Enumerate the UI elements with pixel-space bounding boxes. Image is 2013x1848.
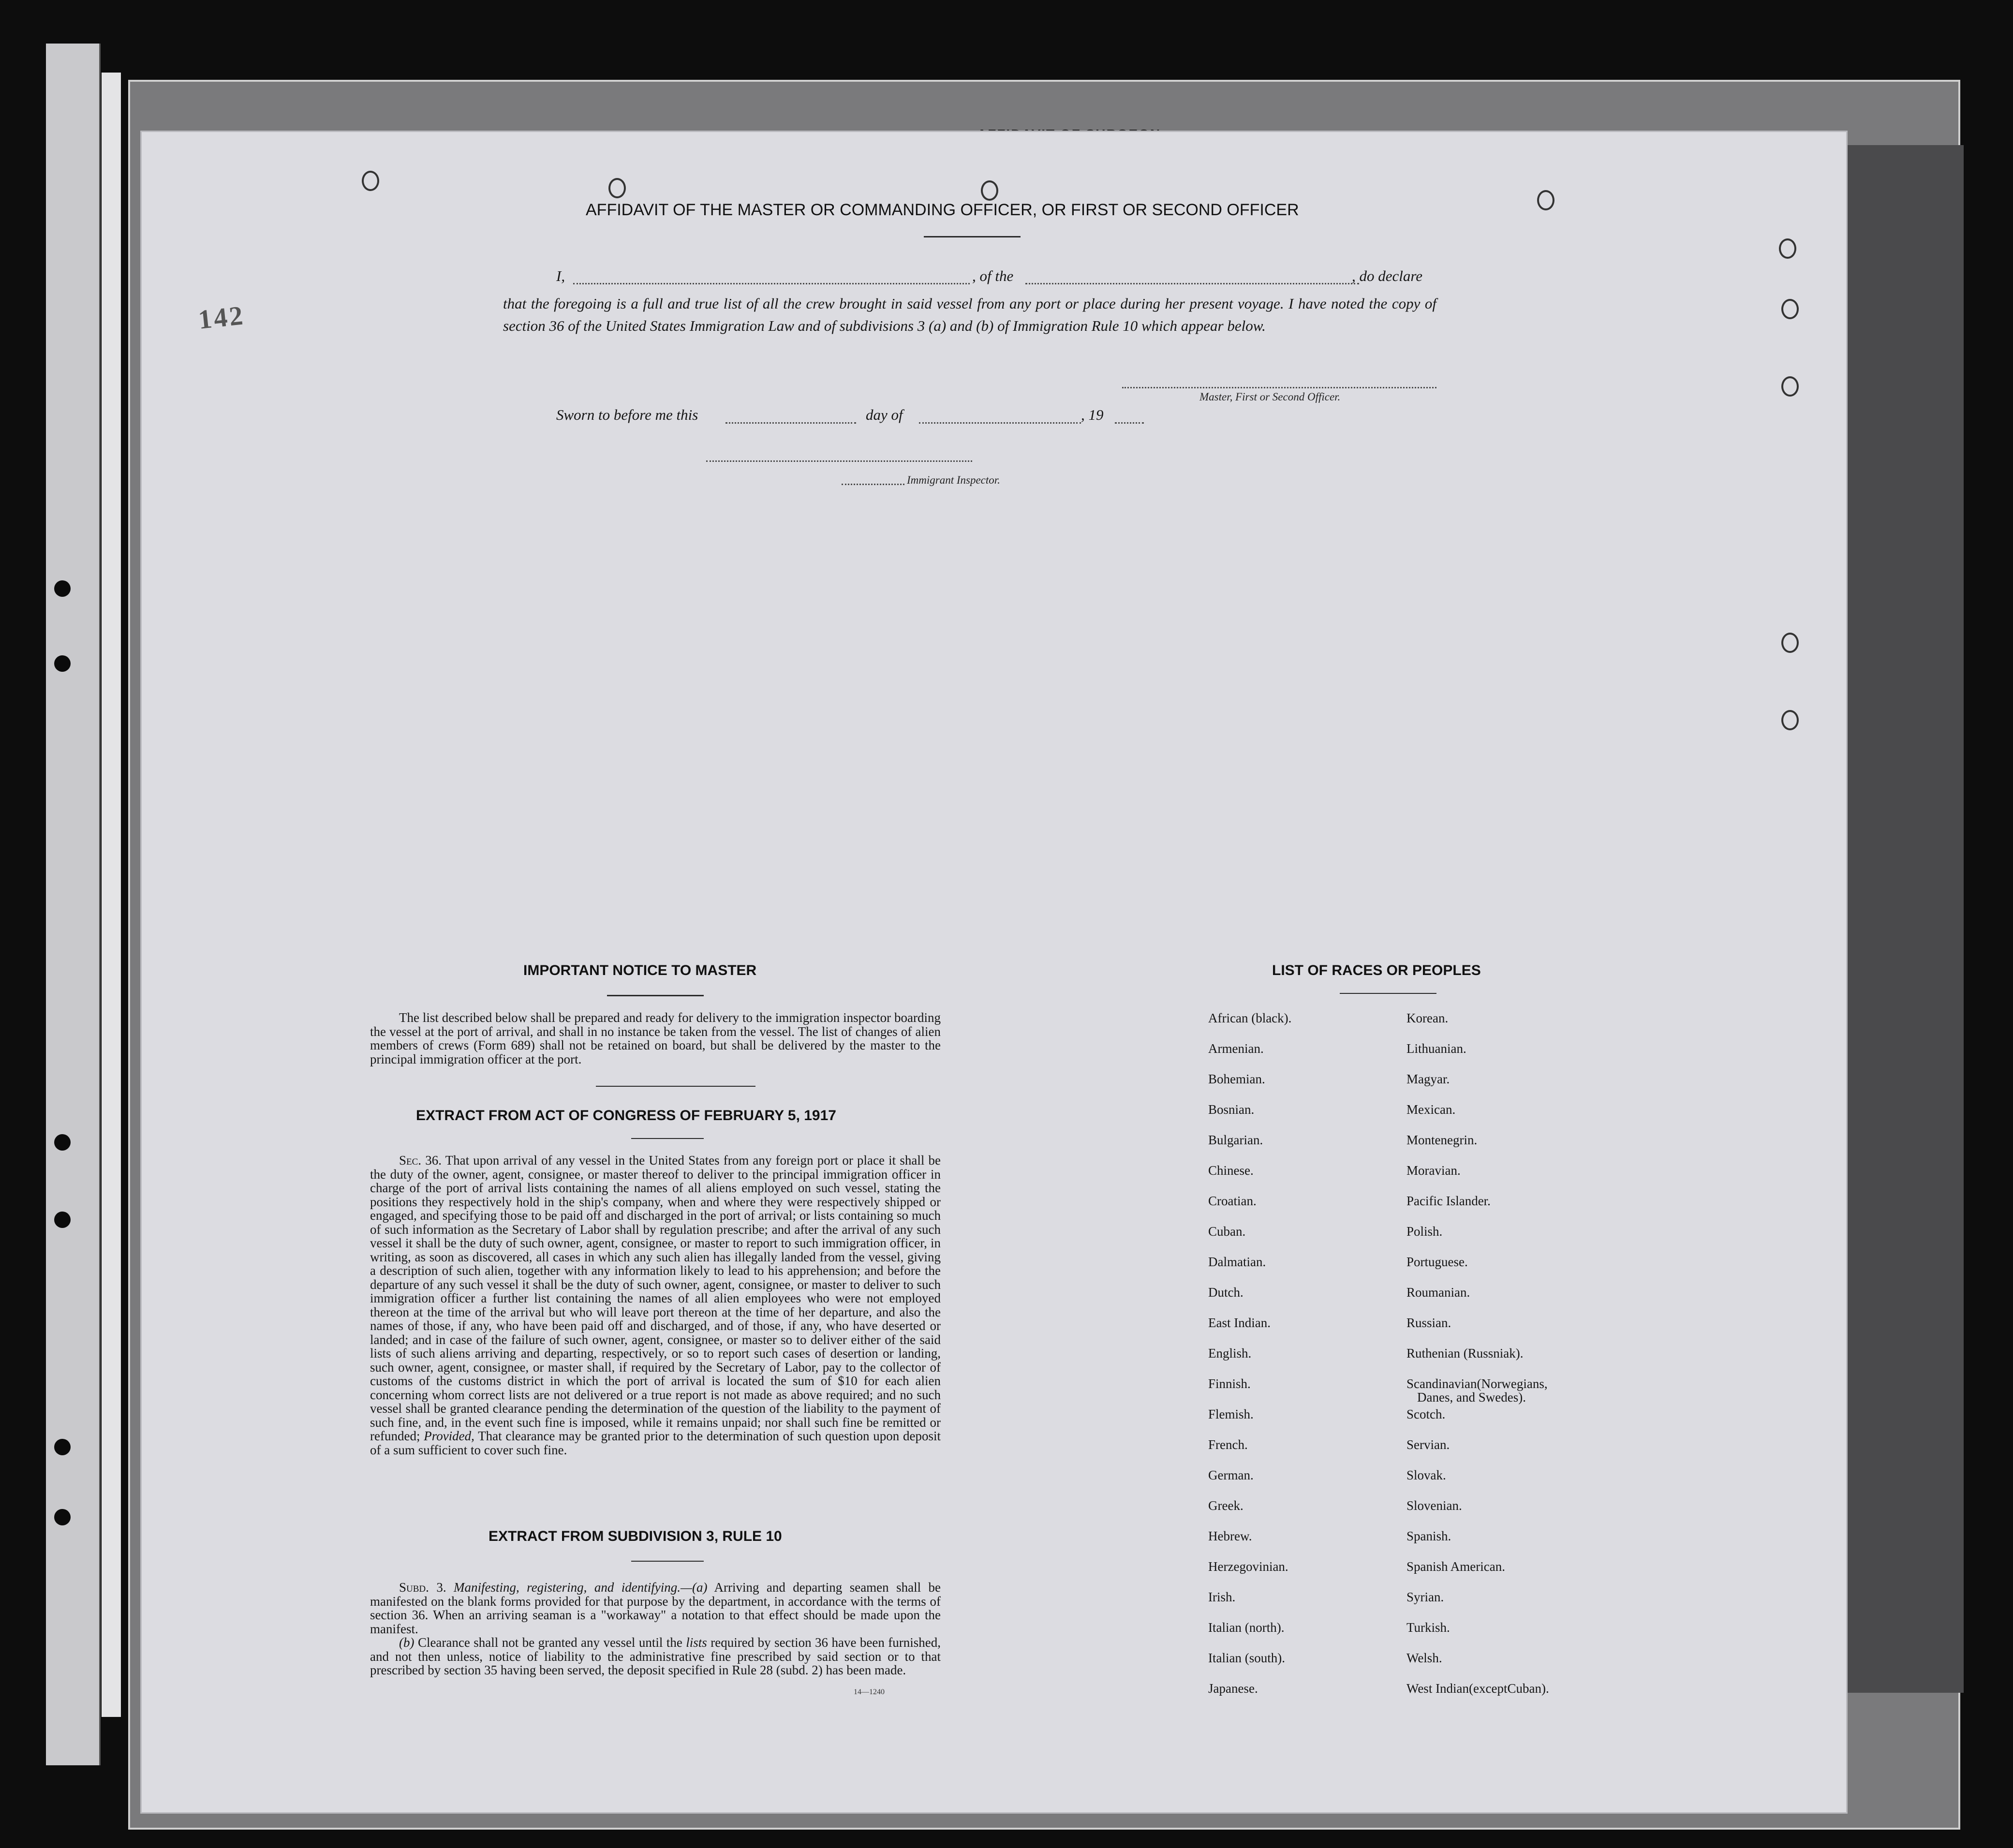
race-item: Italian (north). bbox=[1208, 1620, 1285, 1635]
part-b-lists: lists bbox=[686, 1635, 707, 1650]
inspector-name-blank bbox=[842, 484, 904, 485]
proviso-label: Provided, bbox=[424, 1429, 474, 1443]
race-item: West Indian(exceptCuban). bbox=[1406, 1681, 1549, 1696]
month-blank bbox=[919, 422, 1081, 424]
affidavit-title: AFFIDAVIT OF THE MASTER OR COMMANDING OFFICER, OR FIRST OR SECOND OFFICER bbox=[586, 201, 1299, 219]
year-blank bbox=[1115, 422, 1144, 424]
race-item: Moravian. bbox=[1406, 1163, 1461, 1178]
race-item: Cuban. bbox=[1208, 1224, 1246, 1239]
race-item: Chinese. bbox=[1208, 1163, 1254, 1178]
race-item: Scandinavian(Norwegians, bbox=[1406, 1376, 1548, 1391]
notice-text bbox=[370, 1011, 941, 1066]
i-label: I, bbox=[556, 267, 565, 284]
race-item: Irish. bbox=[1208, 1590, 1236, 1604]
day-of-label: day of bbox=[866, 406, 903, 423]
act-body: That upon arrival of any vessel in the United States from any foreign port or place it shall be the duty of the owner, agent, consignee, or master thereof to deliver to the principal immigration officer in charge of the port of arrival lists containing the names of all aliens employed on such vessel, stating the positions they respectively hold in the ship's company, when and where they were respectively shipped or engaged, and specifying those to be paid off and discharged in the port of arrival; or lists containing so much of such information as the Secretary of Labor shall by regulation prescribe; and after the arrival of any such vessel it shall be the duty of such owner, agent, consignee, or master to report to such immigration officer, in writing, as soon as discovered, all cases in which any such alien has illegally landed from the vessel, giving a description of such alien, together with any information likely to lead to his apprehension; and before the departure of any such vessel it shall be the duty of such owner, agent, consignee, or master to deliver to such immigration officer a further list containing the names of all alien employees who were not employed thereon at the time of the arrival but who will leave port thereon at the time of her departure, and also the names of those, if any, who have been paid off and discharged, and of those, if any, who have deserted or landed; and in case of the failure of such owner, agent, consignee, or master so to deliver either of the said lists of such aliens arriving and departing, respectively, or so to report such cases of desertion or landing, such owner, agent, consignee, or master shall, if required by the Secretary of Labor, pay to the collector of customs of the customs district in which the port of arrival is located the sum of $10 for each alien concerning whom correct lists are not delivered or a true report is not made as above required; and no such vessel shall be granted clearance pending the determination of the question of the liability to the payment of such fine, and, in the event such fine is imposed, while it remains unpaid; nor shall such fine be remitted or refunded; bbox=[370, 1153, 941, 1443]
punch-hole bbox=[981, 180, 998, 201]
declaration-text: that the foregoing is a full and true list of all the crew brought in said vessel from any port or place during her present voyage. I have noted the copy of section 36 of the United States Immigration Law and of subdivisions 3 (a) and (b) of Immigration Rule 10 which appear below. bbox=[503, 295, 1436, 334]
race-item: Slovenian. bbox=[1406, 1498, 1462, 1513]
race-item: Portuguese. bbox=[1406, 1255, 1468, 1269]
notice-rule bbox=[607, 995, 704, 996]
race-item: Spanish American. bbox=[1406, 1559, 1505, 1574]
act-extract-rule bbox=[631, 1138, 704, 1139]
race-item: East Indian. bbox=[1208, 1316, 1271, 1330]
name-blank bbox=[573, 283, 970, 284]
race-item: Bohemian. bbox=[1208, 1072, 1265, 1086]
do-declare-label: , do declare bbox=[1352, 267, 1423, 284]
punch-hole bbox=[362, 171, 379, 191]
vessel-blank bbox=[1025, 283, 1359, 284]
race-item: Dutch. bbox=[1208, 1285, 1243, 1300]
punch-hole bbox=[1781, 376, 1799, 397]
day-blank bbox=[725, 422, 856, 424]
part-b-text-2: required by section 36 have been furnished, and not then unless, notice of liability to the administrative fine prescribed by said section or to that prescribed by section 35 having been served, the deposit specified in Rule 28 (subd. 2) has been made. bbox=[370, 1635, 941, 1677]
binding-hole bbox=[54, 1509, 71, 1525]
right-page-strip bbox=[1848, 145, 1964, 1693]
section-label: Sec. 36. bbox=[399, 1153, 442, 1168]
race-item: Croatian. bbox=[1208, 1194, 1257, 1208]
race-item: Danes, and Swedes). bbox=[1417, 1390, 1526, 1404]
form-page bbox=[140, 131, 1848, 1814]
year-label: , 19 bbox=[1081, 406, 1104, 423]
underlying-sheet-left bbox=[46, 44, 101, 1765]
act-extract-title: EXTRACT FROM ACT OF CONGRESS OF FEBRUARY 5, 1917 bbox=[416, 1108, 836, 1124]
race-item: Hebrew. bbox=[1208, 1529, 1252, 1543]
part-a-text: Arriving and departing seamen shall be manifested on the blank forms provided for that purpose by the department, in accordance with the terms of section 36. When an arriving seaman is a "workaway" a notation to that effect should be made upon the manifest. bbox=[370, 1580, 941, 1636]
binding-hole bbox=[54, 1439, 71, 1455]
race-item: Spanish. bbox=[1406, 1529, 1451, 1543]
binding-hole bbox=[54, 1212, 71, 1228]
race-item: Bulgarian. bbox=[1208, 1133, 1263, 1147]
race-item: Welsh. bbox=[1406, 1651, 1442, 1665]
race-item: Mexican. bbox=[1406, 1102, 1456, 1117]
race-item: Greek. bbox=[1208, 1498, 1243, 1513]
subd-label: Subd. 3. bbox=[399, 1580, 446, 1595]
subd-heading: Manifesting, registering, and identifying.—(a) bbox=[454, 1580, 708, 1595]
race-item: French. bbox=[1208, 1437, 1248, 1452]
punch-hole bbox=[1781, 633, 1799, 653]
race-item: Slovak. bbox=[1406, 1468, 1446, 1482]
races-rule bbox=[1340, 993, 1436, 994]
underlying-sheet-edge bbox=[102, 73, 121, 1717]
rule-extract-rule bbox=[631, 1561, 704, 1562]
race-item: Finnish. bbox=[1208, 1376, 1251, 1391]
race-item: Lithuanian. bbox=[1406, 1041, 1466, 1056]
race-item: Armenian. bbox=[1208, 1041, 1264, 1056]
race-item: Flemish. bbox=[1208, 1407, 1254, 1421]
margin-stamp: 142 bbox=[197, 300, 246, 335]
race-item: Polish. bbox=[1406, 1224, 1443, 1239]
inspector-signature-blank bbox=[706, 460, 972, 462]
race-item: Russian. bbox=[1406, 1316, 1451, 1330]
punch-hole bbox=[1781, 710, 1799, 730]
race-item: Ruthenian (Russniak). bbox=[1406, 1346, 1524, 1360]
notice-bottom-rule bbox=[596, 1086, 755, 1087]
race-item: Pacific Islander. bbox=[1406, 1194, 1491, 1208]
act-extract-text bbox=[370, 1153, 941, 1457]
race-item: Montenegrin. bbox=[1406, 1133, 1478, 1147]
race-item: Bosnian. bbox=[1208, 1102, 1255, 1117]
race-item: Scotch. bbox=[1406, 1407, 1446, 1421]
race-item: Herzegovinian. bbox=[1208, 1559, 1288, 1574]
punch-hole bbox=[1779, 238, 1796, 259]
race-item: German. bbox=[1208, 1468, 1254, 1482]
inspector-caption: Immigrant Inspector. bbox=[907, 474, 1000, 486]
sworn-label: Sworn to before me this bbox=[556, 406, 698, 423]
affidavit-title-rule bbox=[924, 236, 1021, 237]
race-item: African (black). bbox=[1208, 1011, 1292, 1025]
of-the-label: , of the bbox=[972, 267, 1014, 284]
signature-blank bbox=[1122, 387, 1436, 388]
race-item: Magyar. bbox=[1406, 1072, 1450, 1086]
part-b-text-1: Clearance shall not be granted any vessel until the bbox=[417, 1635, 682, 1650]
binding-hole bbox=[54, 655, 71, 672]
part-b-label: (b) bbox=[399, 1635, 414, 1650]
race-item: Roumanian. bbox=[1406, 1285, 1470, 1300]
rule-extract-title: EXTRACT FROM SUBDIVISION 3, RULE 10 bbox=[488, 1528, 782, 1544]
form-number: 14—1240 bbox=[854, 1688, 885, 1696]
race-item: Japanese. bbox=[1208, 1681, 1258, 1696]
race-item: Syrian. bbox=[1406, 1590, 1444, 1604]
binding-hole bbox=[54, 580, 71, 597]
race-item: Turkish. bbox=[1406, 1620, 1450, 1635]
rule-extract-text bbox=[370, 1581, 941, 1677]
race-item: English. bbox=[1208, 1346, 1252, 1360]
punch-hole bbox=[1537, 190, 1554, 210]
punch-hole bbox=[608, 178, 626, 198]
punch-hole bbox=[1781, 299, 1799, 319]
race-item: Servian. bbox=[1406, 1437, 1450, 1452]
notice-title: IMPORTANT NOTICE TO MASTER bbox=[523, 962, 757, 978]
signature-caption: Master, First or Second Officer. bbox=[1199, 391, 1341, 403]
proviso-body: That clearance may be granted prior to the determination of such question upon deposit of a sum sufficient to cover such fine. bbox=[370, 1429, 941, 1457]
notice-body: The list described below shall be prepared and ready for delivery to the immigration inspector boarding the vessel at the port of arrival, and shall in no instance be taken from the vessel. The list of changes of alien members of crews (Form 689) shall not be retained on board, but shall be delivered by the master to the principal immigration officer at the port. bbox=[370, 1010, 941, 1066]
race-item: Italian (south). bbox=[1208, 1651, 1285, 1665]
race-item: Dalmatian. bbox=[1208, 1255, 1266, 1269]
race-item: Korean. bbox=[1406, 1011, 1449, 1025]
races-title: LIST OF RACES OR PEOPLES bbox=[1272, 962, 1481, 978]
binding-hole bbox=[54, 1134, 71, 1151]
